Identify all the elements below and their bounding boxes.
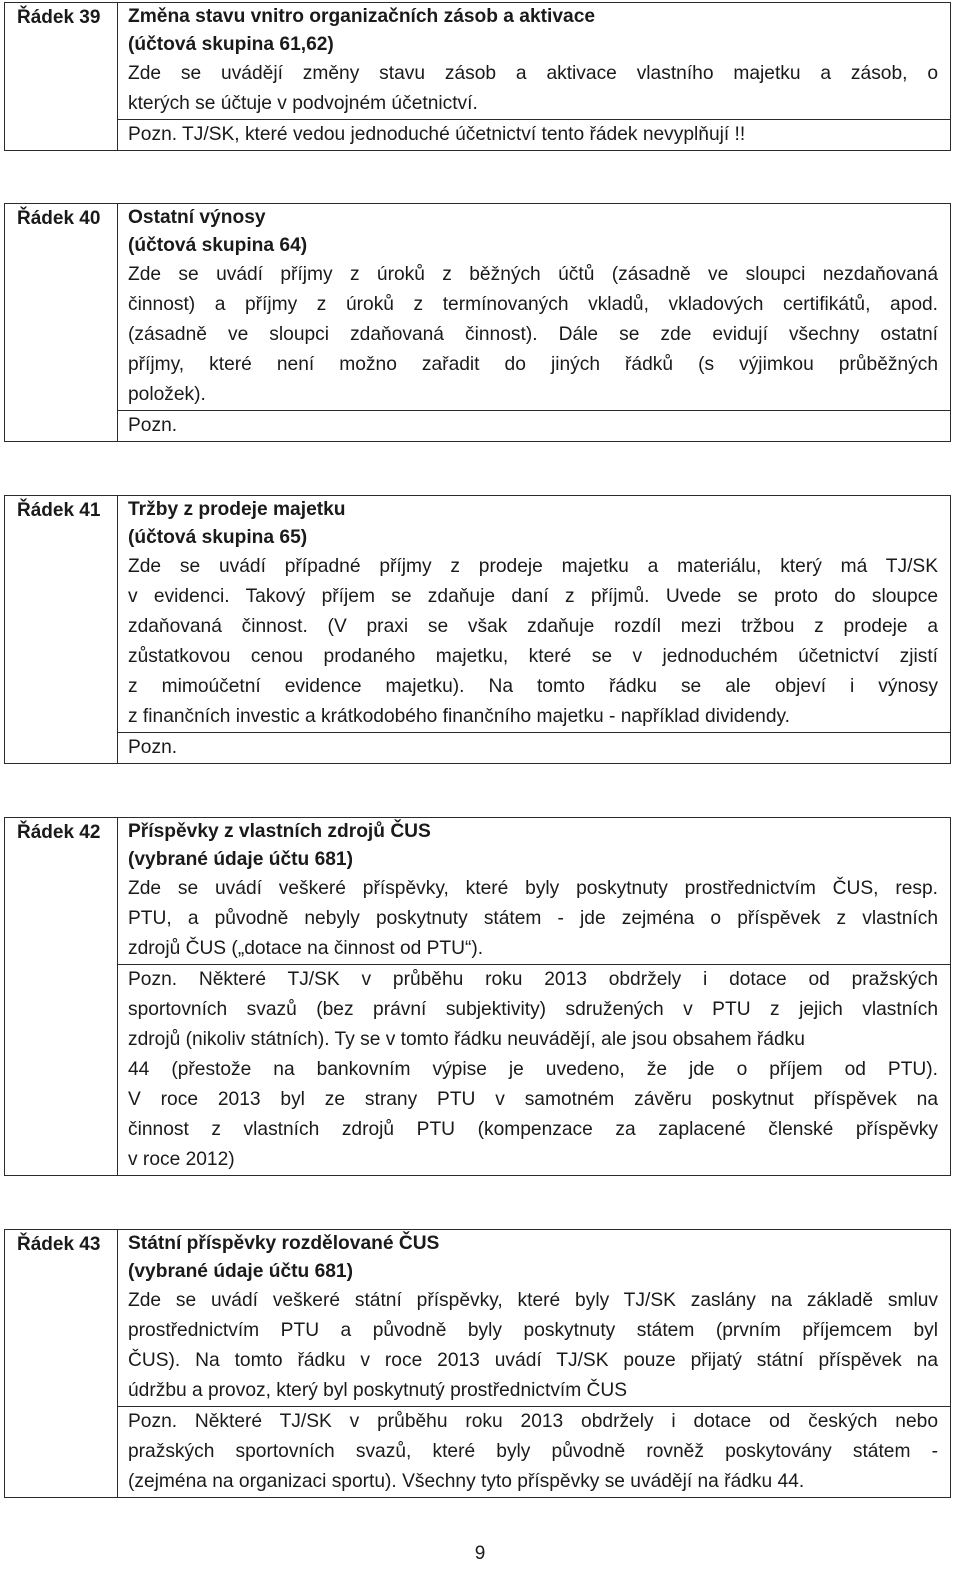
body-line: činnost) a příjmy z úroků z termínovaných vkladů, vkladových certifikátů, apod. — [128, 294, 938, 315]
row-title: Změna stavu vnitro organizačních zásob a aktivace — [128, 6, 596, 27]
row-label: Řádek 40 — [4, 203, 118, 442]
row-label: Řádek 39 — [4, 2, 118, 151]
body-line: PTU, a původně nebyly poskytnuty státem - jde zejména o příspěvek z vlastních — [128, 908, 938, 929]
row-title: Státní příspěvky rozdělované ČUS — [128, 1233, 440, 1254]
table-row — [4, 2, 951, 151]
page-number: 9 — [474, 1543, 486, 1564]
row-title: Tržby z prodeje majetku — [128, 499, 346, 520]
note-line-first: Pozn. TJ/SK, které vedou jednoduché účetnictví tento řádek nevyplňují !! — [118, 119, 950, 150]
row-label: Řádek 41 — [4, 495, 118, 764]
body-line: prostřednictvím PTU a původně byly poskytnuty státem (prvním příjemcem byl — [128, 1320, 938, 1341]
note-line: (zejména na organizaci sportu). Všechny tyto příspěvky se uvádějí na řádku 44. — [128, 1471, 805, 1492]
row-subtitle: (vybrané údaje účtu 681) — [128, 1261, 353, 1282]
row-title: Ostatní výnosy — [128, 207, 266, 228]
body-line: položek). — [128, 384, 206, 405]
row-content — [118, 495, 951, 764]
body-line: údržbu a provoz, který byl poskytnutý prostřednictvím ČUS — [128, 1380, 628, 1401]
row-content — [118, 1229, 951, 1498]
body-line: Zde se uvádí veškeré státní příspěvky, které byly TJ/SK zaslány na základě smluv — [128, 1290, 938, 1311]
note-line: 44 (přestože na bankovním výpise je uvedeno, že jde o příjem od PTU). — [128, 1059, 938, 1080]
body-line: (zásadně ve sloupci zdaňovaná činnost). Dále se zde evidují všechny ostatní — [128, 324, 938, 345]
note-line: V roce 2013 byl ze strany PTU v samotném závěru poskytnut příspěvek na — [128, 1089, 938, 1110]
note-line-first: Pozn. — [118, 732, 950, 763]
body-line: příjmy, které není možno zařadit do jiných řádků (s výjimkou průběžných — [128, 354, 938, 375]
row-title: Příspěvky z vlastních zdrojů ČUS — [128, 821, 431, 842]
body-line: z finančních investic a krátkodobého finančního majetku - například dividendy. — [128, 706, 790, 727]
note-line: v roce 2012) — [128, 1149, 235, 1170]
note-line: činnost z vlastních zdrojů PTU (kompenzace za zaplacené členské příspěvky — [128, 1119, 938, 1140]
row-content — [118, 203, 951, 442]
row-subtitle: (účtová skupina 61,62) — [128, 34, 334, 55]
row-subtitle: (účtová skupina 65) — [128, 527, 308, 548]
note-line: zdrojů (nikoliv státních). Ty se v tomto řádku neuvádějí, ale jsou obsahem řádku — [128, 1029, 805, 1050]
body-line: zdrojů ČUS („dotace na činnost od PTU“). — [128, 938, 484, 959]
note-line: pražských sportovních svazů, které byly původně rovněž poskytovány státem - — [128, 1441, 938, 1462]
body-line: Zde se uvádí příjmy z úroků z běžných účtů (zásadně ve sloupci nezdaňovaná — [128, 264, 938, 285]
body-line: Zde se uvádí případné příjmy z prodeje majetku a materiálu, který má TJ/SK — [128, 556, 938, 577]
note-line: sportovních svazů (bez právní subjektivity) sdružených v PTU z jejich vlastních — [128, 999, 938, 1020]
body-line: kterých se účtuje v podvojném účetnictví. — [128, 93, 478, 114]
body-line: Zde se uvádějí změny stavu zásob a aktivace vlastního majetku a zásob, o — [128, 63, 938, 84]
body-line: zdaňovaná činnost. (V praxi se však zdaňuje rozdíl mezi tržbou z prodeje a — [128, 616, 938, 637]
note-line-first: Pozn. Některé TJ/SK v průběhu roku 2013 obdržely i dotace od českých nebo — [118, 1406, 950, 1437]
body-line: Zde se uvádí veškeré příspěvky, které byly poskytnuty prostřednictvím ČUS, resp. — [128, 878, 938, 899]
body-line: z mimoúčetní evidence majetku). Na tomto řádku se ale objeví i výnosy — [128, 676, 938, 697]
body-line: v evidenci. Takový příjem se zdaňuje daní z příjmů. Uvede se proto do sloupce — [128, 586, 938, 607]
row-content — [118, 817, 951, 1176]
row-label: Řádek 42 — [4, 817, 118, 1176]
row-label: Řádek 43 — [4, 1229, 118, 1498]
table-row — [4, 495, 951, 764]
table-row — [4, 203, 951, 442]
body-line: ČUS). Na tomto řádku v roce 2013 uvádí TJ/SK pouze přijatý státní příspěvek na — [128, 1350, 938, 1371]
row-subtitle: (vybrané údaje účtu 681) — [128, 849, 353, 870]
table-row — [4, 817, 951, 1176]
body-line: zůstatkovou cenou prodaného majetku, které se v jednoduchém účetnictví zjistí — [128, 646, 938, 667]
row-content — [118, 2, 951, 151]
note-line-first: Pozn. Některé TJ/SK v průběhu roku 2013 obdržely i dotace od pražských — [118, 964, 950, 995]
note-line-first: Pozn. — [118, 410, 950, 441]
table-row — [4, 1229, 951, 1498]
row-subtitle: (účtová skupina 64) — [128, 235, 308, 256]
